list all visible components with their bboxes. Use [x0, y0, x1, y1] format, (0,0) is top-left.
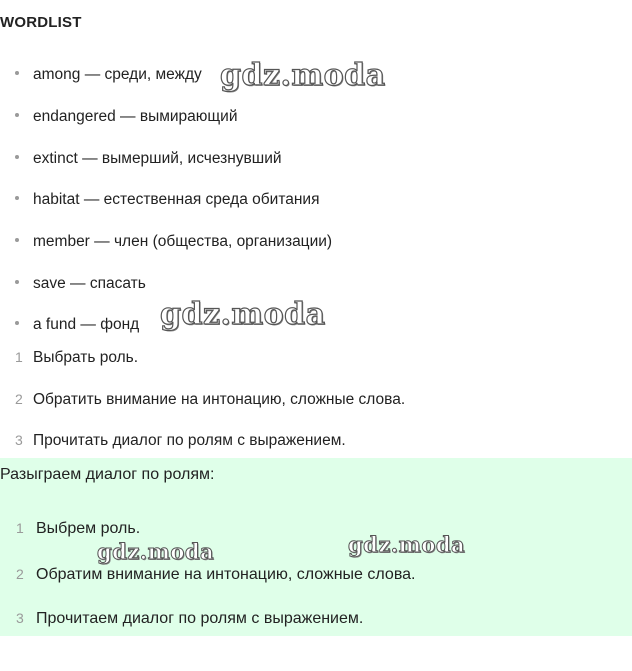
- watermark: gdz.moda: [160, 297, 326, 332]
- wordlist-item-text: habitat — естественная среда обитания: [33, 191, 320, 208]
- wordlist-item-text: among — среди, между: [33, 66, 202, 83]
- step-number: 1: [15, 349, 23, 365]
- bullet-icon: [15, 280, 19, 284]
- bullet-icon: [15, 71, 19, 75]
- wordlist-item: [15, 233, 332, 251]
- bullet-icon: [15, 113, 19, 117]
- wordlist-item-text: a fund — фонд: [33, 316, 140, 333]
- bullet-icon: [15, 321, 19, 325]
- task-step: [15, 349, 138, 367]
- step-text: Прочитаем диалог по ролям с выражением.: [36, 610, 364, 627]
- watermark: gdz.moda: [97, 539, 215, 564]
- step-text: Обратить внимание на интонацию, сложные слова.: [33, 391, 406, 408]
- step-number: 1: [16, 520, 24, 536]
- task-step: [15, 432, 346, 450]
- step-text: Выбрать роль.: [33, 349, 139, 366]
- wordlist-item: [15, 108, 237, 126]
- step-number: 2: [16, 566, 24, 582]
- wordlist-item-text: member — член (общества, организации): [33, 233, 333, 250]
- task-step: [15, 391, 405, 409]
- wordlist-item: [15, 150, 282, 168]
- wordlist-item: [15, 316, 139, 334]
- step-number: 3: [16, 610, 24, 626]
- watermark: gdz.moda: [220, 58, 386, 93]
- wordlist-item: [15, 275, 146, 293]
- answer-step: [16, 610, 363, 628]
- wordlist-item-text: endangered — вымирающий: [33, 108, 238, 125]
- step-text: Выбрем роль.: [36, 520, 141, 537]
- wordlist-item: [15, 191, 319, 209]
- wordlist-heading: WORDLIST: [0, 14, 82, 31]
- wordlist-item-text: extinct — вымерший, исчезнувший: [33, 150, 282, 167]
- answer-step: [16, 520, 140, 538]
- bullet-icon: [15, 238, 19, 242]
- wordlist-item: [15, 66, 202, 84]
- wordlist-item-text: save — спасать: [33, 275, 146, 292]
- watermark: gdz.moda: [348, 532, 466, 557]
- step-text: Обратим внимание на интонацию, сложные слова.: [36, 566, 416, 583]
- answer-step: [16, 566, 415, 584]
- bullet-icon: [15, 196, 19, 200]
- bullet-icon: [15, 155, 19, 159]
- step-text: Прочитать диалог по ролям с выражением.: [33, 432, 346, 449]
- answer-intro: Разыграем диалог по ролям:: [0, 466, 215, 483]
- step-number: 2: [15, 391, 23, 407]
- step-number: 3: [15, 432, 23, 448]
